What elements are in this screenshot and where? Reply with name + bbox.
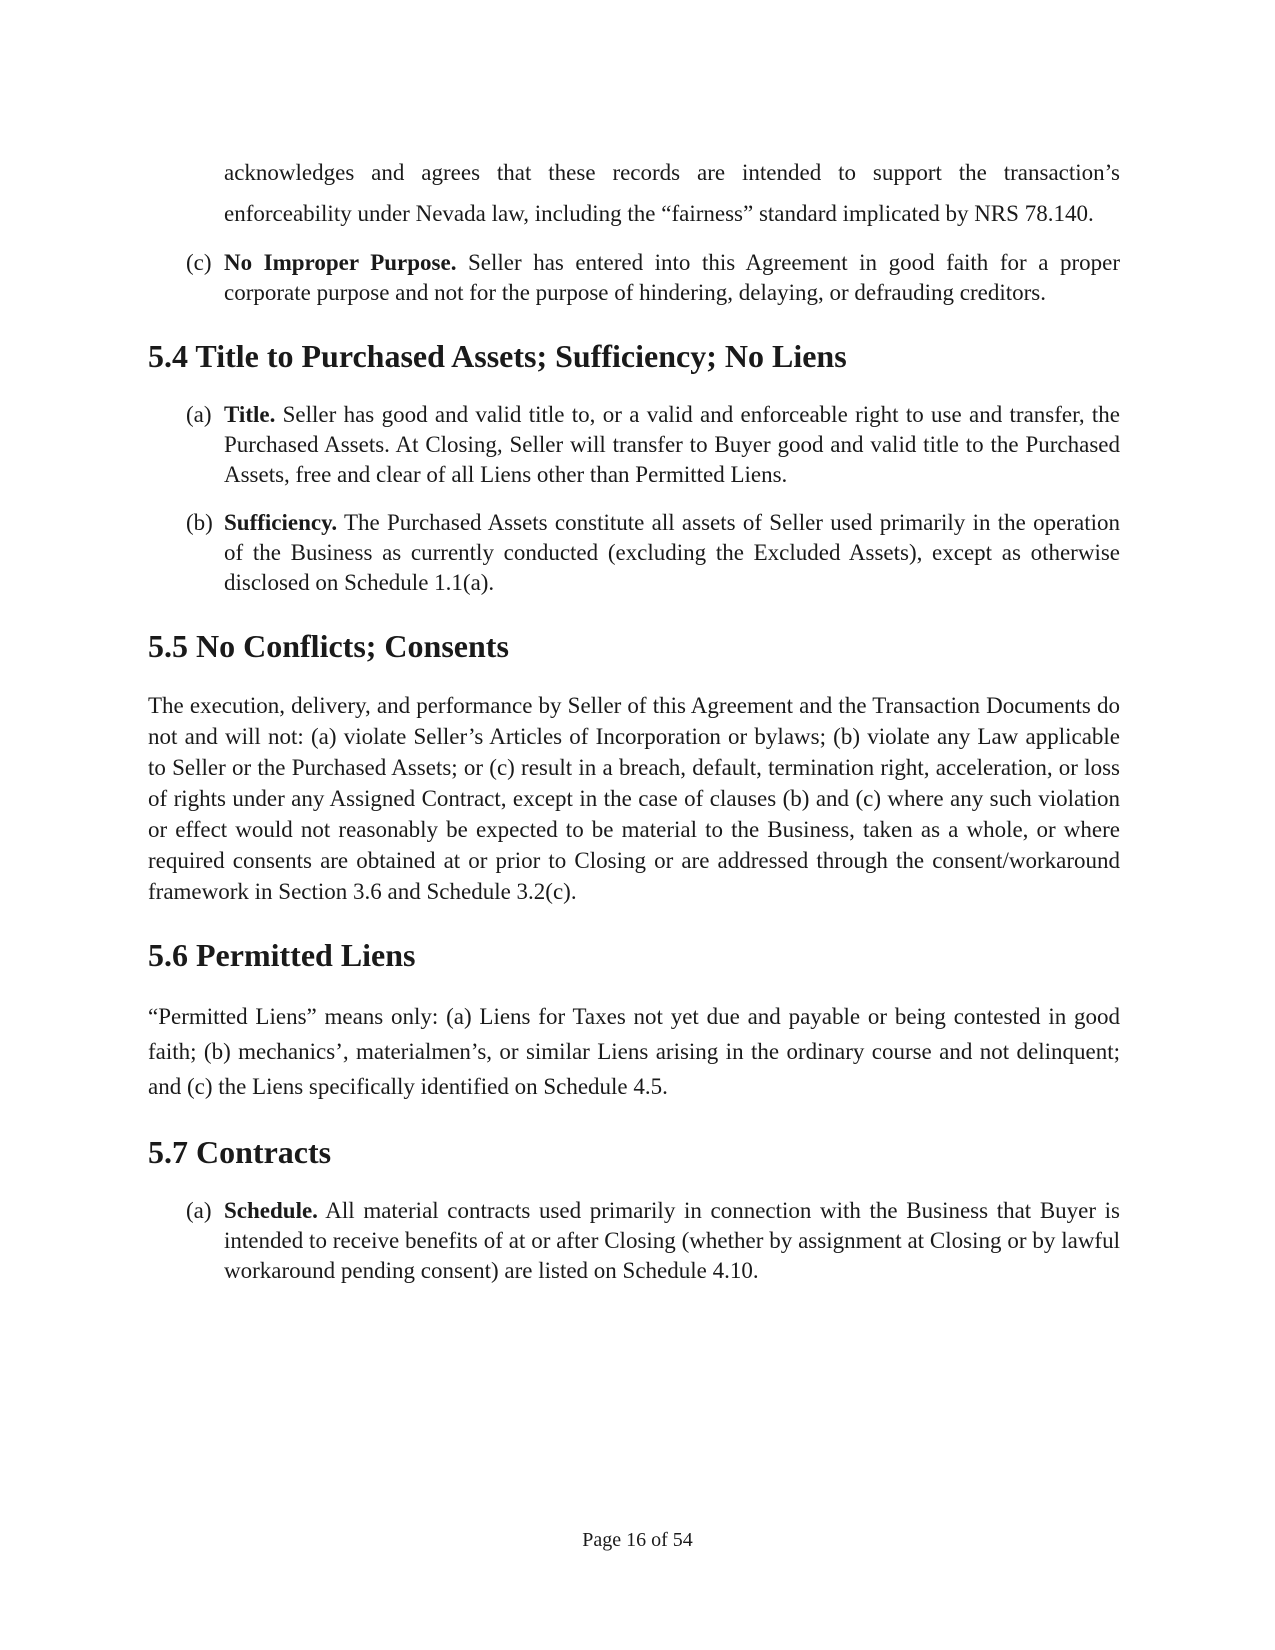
section-heading-5-4: 5.4 Title to Purchased Assets; Sufficiency; No Liens: [148, 338, 847, 374]
clause-lead: Schedule.: [224, 1198, 318, 1223]
section-heading-5-7: 5.7 Contracts: [148, 1134, 332, 1170]
clause-marker: (b): [186, 510, 213, 535]
clause-a-title: [148, 400, 1120, 490]
clause-text: All material contracts used primarily in connection with the Business that Buyer is intended to receive benefits of at or after Closing (whether by assignment at Closing or by lawful workaround pending consent) are listed on Schedule 4.10.: [224, 1198, 1120, 1283]
section-5-5-body: The execution, delivery, and performance by Seller of this Agreement and the Transaction Documents do not and will not: (a) violate Seller’s Articles of Incorporation or bylaws; (b) violate any Law applicable to Seller or the Purchased Assets; or (c) result in a breach, default, termination right, acceleration, or loss of rights under any Assigned Contract, except in the case of clauses (b) and (c) where any such violation or effect would not reasonably be expected to be material to the Business, taken as a whole, or where required consents are obtained at or prior to Closing or are addressed through the consent/workaround framework in Section 3.6 and Schedule 3.2(c).: [148, 693, 1120, 904]
clause-a-schedule: [148, 1196, 1120, 1286]
page-number-footer: Page 16 of 54: [582, 1529, 693, 1551]
clause-text: Seller has good and valid title to, or a valid and enforceable right to use and transfer, the Purchased Assets. At Closing, Seller will transfer to Buyer good and valid title to the Purchased Assets, free and clear of all Liens other than Permitted Liens.: [224, 402, 1120, 487]
clause-marker: (a): [186, 1198, 212, 1223]
clause-marker: (a): [186, 402, 212, 427]
clause-c-no-improper-purpose: [148, 248, 1120, 308]
continuation-paragraph: acknowledges and agrees that these records are intended to support the transaction’s enforceability under Nevada law, including the “fairness” standard implicated by NRS 78.140.: [224, 160, 1120, 226]
clause-text: The Purchased Assets constitute all assets of Seller used primarily in the operation of the Business as currently conducted (excluding the Excluded Assets), except as otherwise disclosed on Schedule 1.1(a).: [224, 510, 1120, 595]
clause-text: Seller has entered into this Agreement in good faith for a proper corporate purpose and not for the purpose of hindering, delaying, or defrauding creditors.: [224, 250, 1120, 305]
section-5-6-body: “Permitted Liens” means only: (a) Liens for Taxes not yet due and payable or being contested in good faith; (b) mechanics’, materialmen’s, or similar Liens arising in the ordinary course and not delinquent; and (c) the Liens specifically identified on Schedule 4.5.: [148, 1004, 1120, 1099]
clause-b-sufficiency: [148, 508, 1120, 598]
clause-marker: (c): [186, 250, 212, 275]
clause-lead: Title.: [224, 402, 276, 427]
section-heading-5-5: 5.5 No Conflicts; Consents: [148, 628, 509, 664]
page-content: [148, 152, 1120, 1286]
clause-lead: No Improper Purpose.: [224, 250, 457, 275]
clause-lead: Sufficiency.: [224, 510, 338, 535]
section-heading-5-6: 5.6 Permitted Liens: [148, 937, 416, 973]
